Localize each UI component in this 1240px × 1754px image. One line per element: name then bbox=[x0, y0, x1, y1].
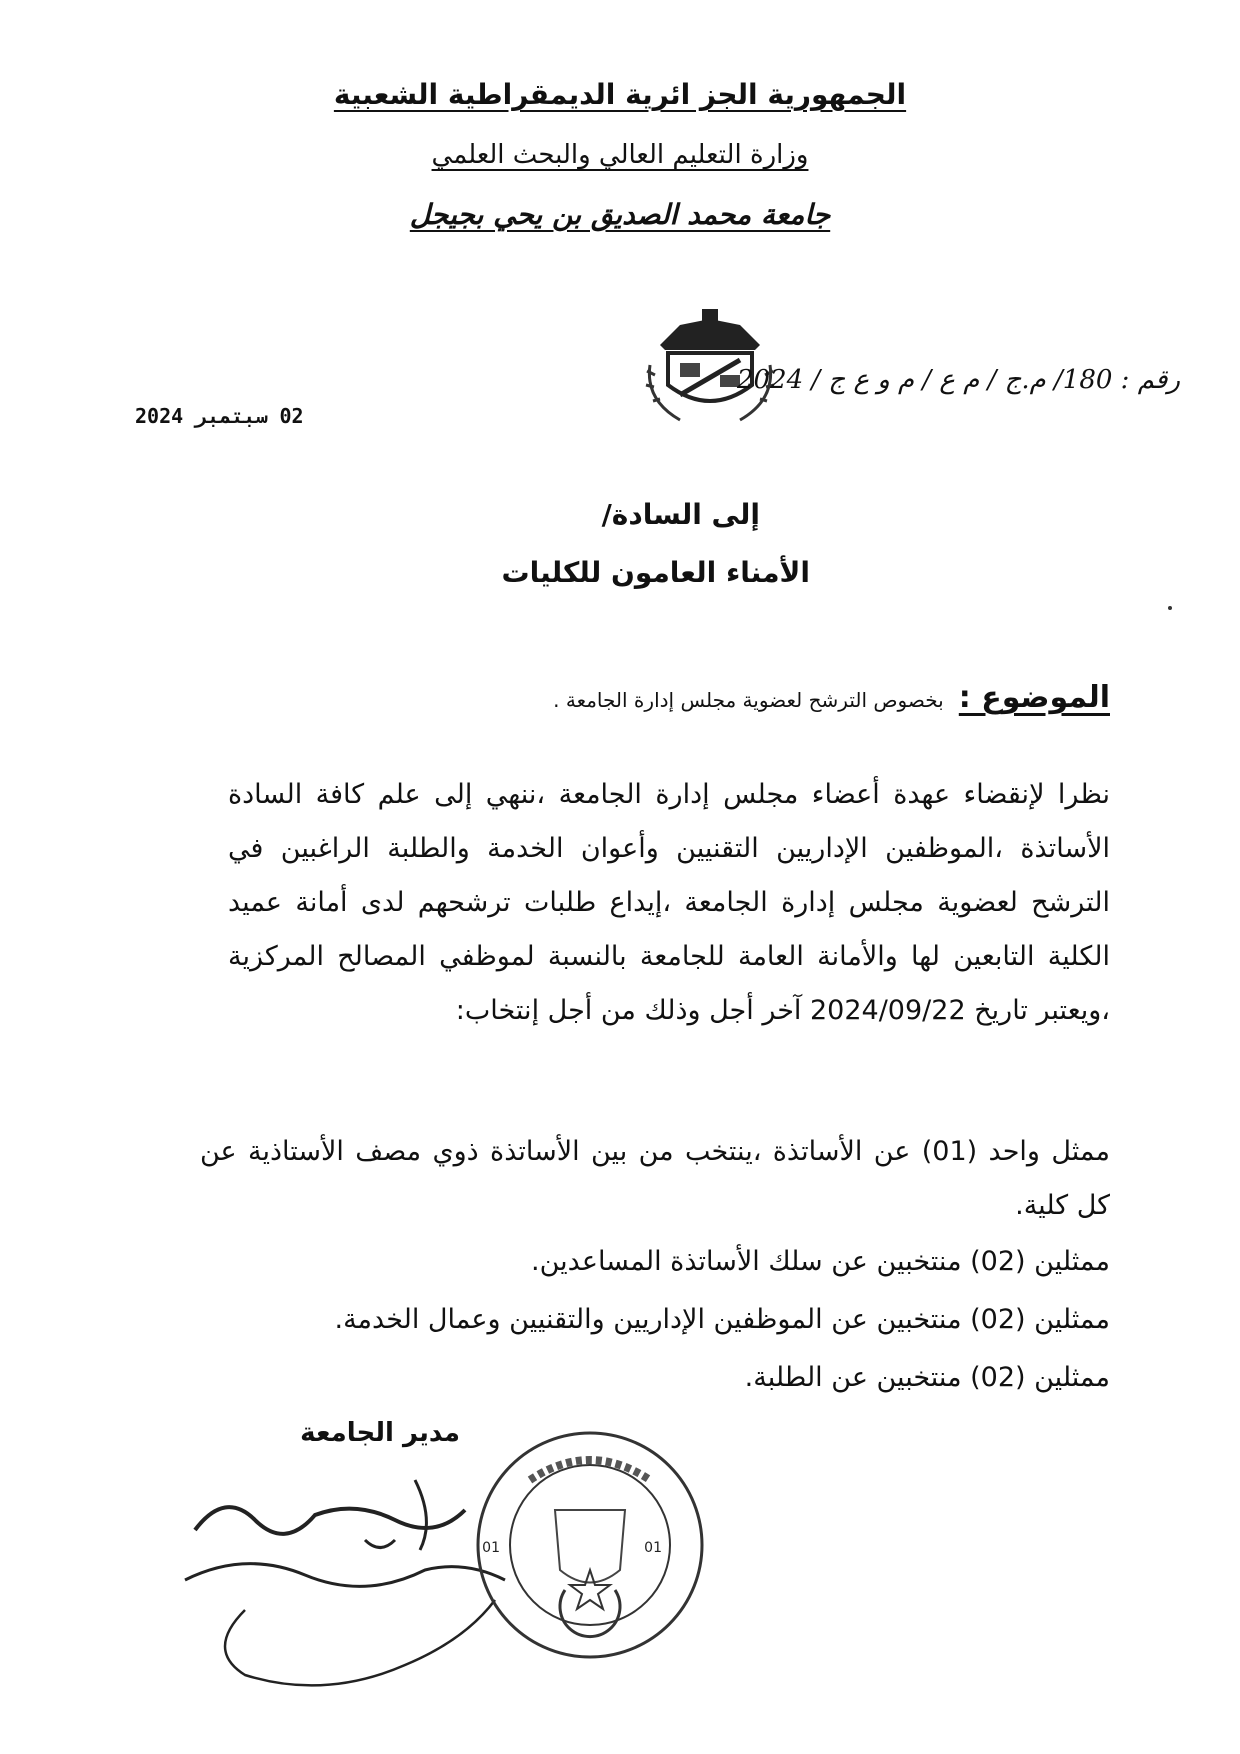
body-paragraph: نظرا لإنقضاء عهدة أعضاء مجلس إدارة الجامعة ،ننهي إلى علم كافة السادة الأساتذة ،الموظفين الإداريين التقنيين وأعوان الخدمة والطلبة الراغبين في الترشح لعضوية مجلس إدارة الجامعة ،إيداع طلبات ترشحهم لدى أمانة عميد الكلية التابعين لها والأمانة العامة للجامعة بالنسبة لموظفي المصالح المركزية ،ويعتبر تاريخ 2024/09/22 آخر أجل وذلك من أجل إنتخاب: bbox=[228, 779, 1110, 1026]
letter-body bbox=[228, 768, 1110, 1038]
subject-text: بخصوص الترشح لعضوية مجلس إدارة الجامعة . bbox=[553, 688, 944, 712]
subject-label: الموضوع : bbox=[958, 680, 1110, 715]
reference-number: رقم : 180/ م.ج / م ع / م و ع ج / 2024 bbox=[736, 365, 1180, 395]
list-item: ممثلين (02) منتخبين عن الموظفين الإداريين والتقنيين وعمال الخدمة. bbox=[334, 1304, 1110, 1335]
list-item: ممثل واحد (01) عن الأساتذة ،ينتخب من بين الأساتذة ذوي مصف الأستاذية عن كل كلية. bbox=[200, 1136, 1110, 1221]
reference-date: 02 سبتمبر 2024 bbox=[135, 404, 304, 428]
recipient-name: الأمناء العامون للكليات bbox=[501, 556, 810, 589]
header-republic: الجمهورية الجز ائرية الديمقراطية الشعبية bbox=[333, 78, 907, 111]
representatives-list bbox=[200, 1125, 1110, 1407]
signatory-title: مدير الجامعة bbox=[300, 1418, 460, 1448]
list-item: ممثلين (02) منتخبين عن الطلبة. bbox=[744, 1362, 1110, 1393]
svg-text:01: 01 bbox=[482, 1540, 500, 1556]
recipient-salutation: إلى السادة/ bbox=[601, 498, 760, 531]
svg-text:01: 01 bbox=[644, 1540, 662, 1556]
subject-line bbox=[553, 680, 1110, 715]
header-ministry: وزارة التعليم العالي والبحث العلمي bbox=[431, 140, 809, 170]
list-item: ممثلين (02) منتخبين عن سلك الأساتذة المساعدين. bbox=[531, 1246, 1110, 1277]
header-university: جامعة محمد الصديق بن يحي بجيجل bbox=[409, 198, 831, 231]
official-seal-icon bbox=[470, 1420, 710, 1670]
stray-mark bbox=[1168, 606, 1172, 610]
